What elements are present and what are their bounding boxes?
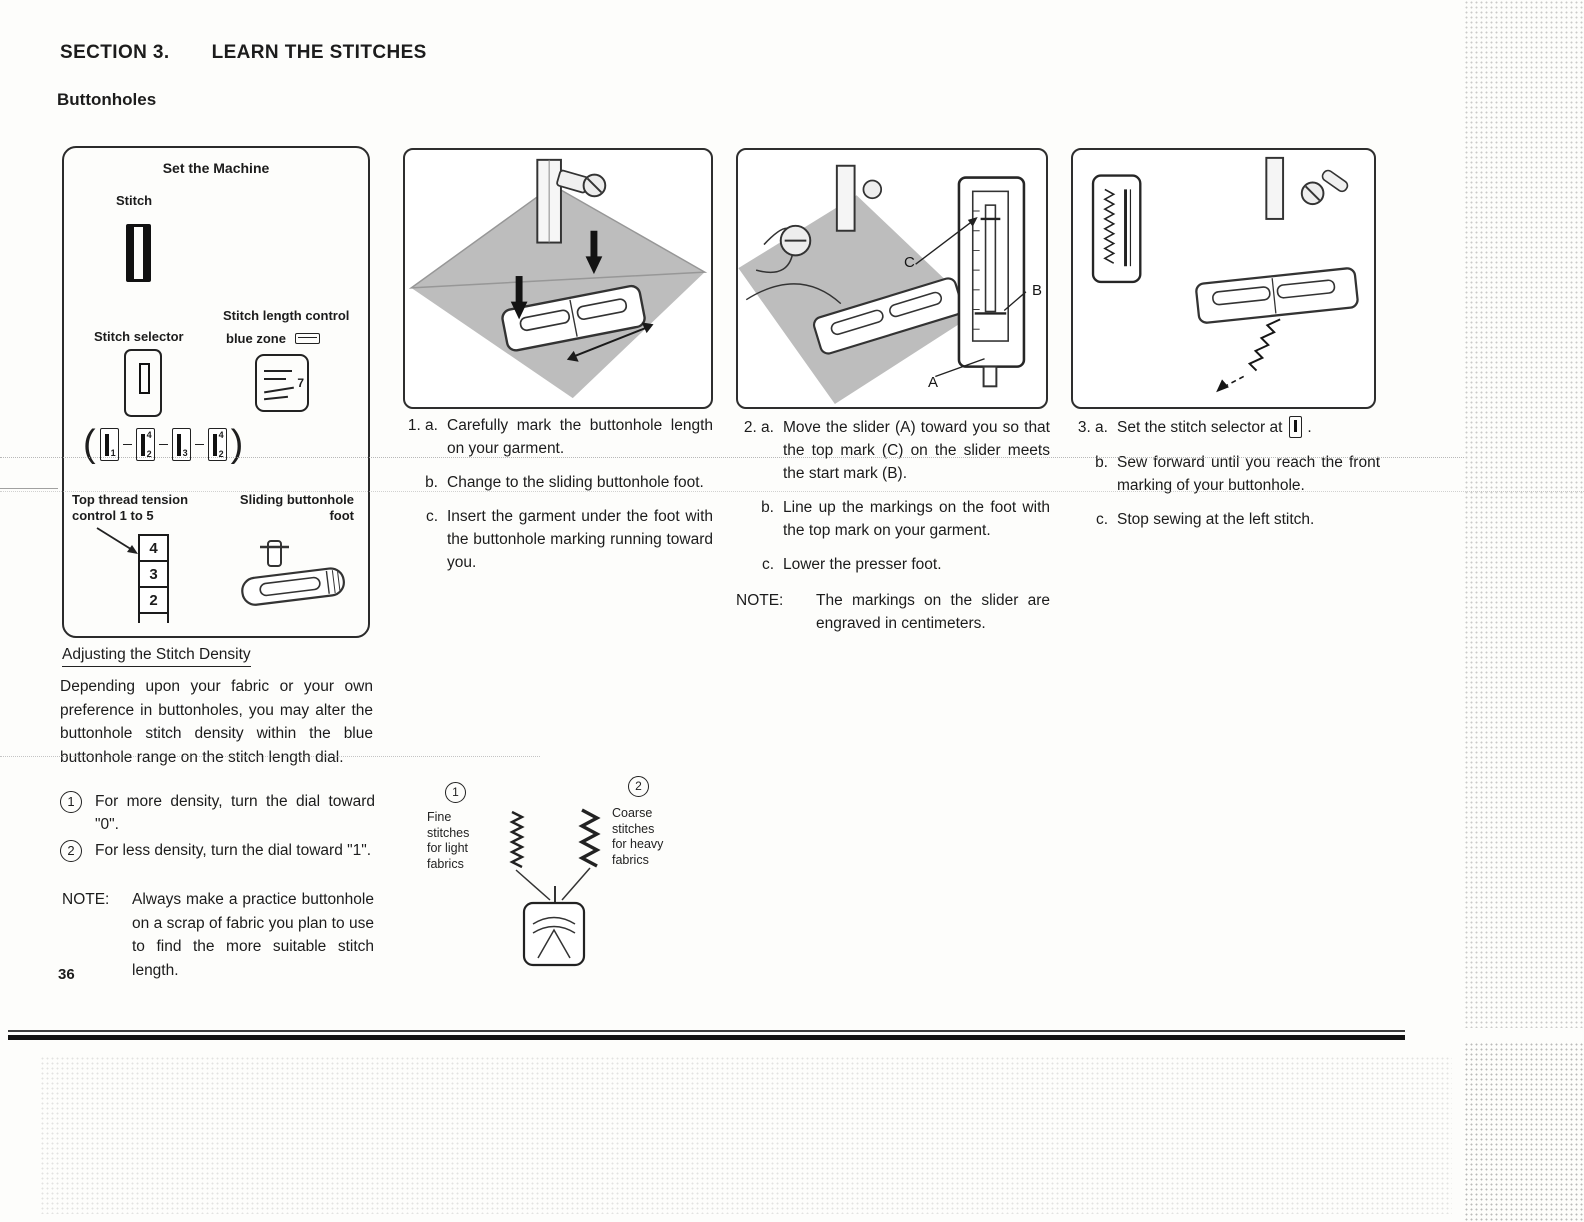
- step2-illustration: [736, 148, 1048, 409]
- step2-note: [736, 589, 1050, 635]
- instruction-item: [1070, 508, 1380, 531]
- density-item-1: [60, 790, 375, 836]
- section-name: LEARN THE STITCHES: [211, 42, 427, 63]
- buttonhole-stitch-icon: [126, 224, 151, 282]
- instruction-prefix: c.: [1095, 511, 1108, 528]
- paren-open: (: [83, 423, 96, 465]
- stitch-length-dial-icon: [255, 354, 309, 412]
- instruction-prefix: c.: [425, 508, 438, 525]
- coarse-label-line: Coarse: [612, 806, 653, 820]
- instruction-text: Insert the garment under the foot with the buttonhole marking running toward you.: [447, 508, 713, 571]
- instruction-text: Move the slider (A) toward you so that the top mark (C) on the slider meets the start mark (B).: [783, 419, 1050, 482]
- scan-noise-band: [40, 1056, 1452, 1214]
- instruction-item: [400, 414, 713, 460]
- page-heading: Buttonholes: [57, 90, 157, 109]
- note-text: The markings on the slider are engraved in centimeters.: [816, 592, 1050, 632]
- density-item-1-text: For more density, turn the dial toward "0".: [95, 793, 375, 833]
- dial-mark: [264, 387, 294, 394]
- coarse-label-line: fabrics: [612, 852, 649, 867]
- coarse-label-line: for heavy: [612, 837, 664, 851]
- page-number: 36: [58, 966, 75, 983]
- instruction-text-before: Set the stitch selector at: [1117, 419, 1283, 437]
- step2-instructions: [736, 416, 1050, 635]
- stitch-length-control-label: Stitch length control: [223, 308, 350, 323]
- pattern-number: 3: [182, 447, 188, 458]
- tension-label-line1: Top thread tension: [72, 492, 189, 507]
- scan-artifact-line: [0, 488, 58, 489]
- scan-noise-band: [1464, 0, 1584, 1028]
- pattern-number: 1: [110, 447, 116, 458]
- tension-pointer-arrow-icon: [94, 525, 144, 561]
- fine-label-line: for light: [427, 841, 468, 855]
- instruction-text: Line up the markings on the foot with the top mark on your garment.: [783, 499, 1050, 539]
- density-item-2-text: For less density, turn the dial toward "1".: [95, 842, 372, 859]
- pattern-number: 4: [146, 429, 152, 440]
- dial-mark: [264, 370, 292, 372]
- sew-forward-illustration: [1073, 150, 1374, 407]
- pattern-step-icon: [136, 428, 155, 461]
- instruction-text: Stop sewing at the left stitch.: [1117, 511, 1315, 528]
- dial-mark: [264, 378, 286, 380]
- tension-value: 2: [138, 586, 169, 614]
- slider-label-b: B: [1032, 282, 1043, 299]
- scan-artifact-line: [0, 756, 540, 757]
- stitch-density-diagram: [424, 770, 696, 972]
- step3-instructions: [1070, 416, 1380, 542]
- fine-label-line: stitches: [427, 825, 470, 840]
- instruction-text: Change to the sliding buttonhole foot.: [447, 474, 704, 491]
- stitch-bar-icon: [213, 434, 217, 456]
- density-section-heading: Adjusting the Stitch Density: [62, 646, 251, 667]
- dial-mark: [264, 396, 288, 400]
- stitch-pattern-sequence: [83, 424, 243, 464]
- instruction-text: Carefully mark the buttonhole length on your garment.: [447, 417, 713, 457]
- section-title: [60, 42, 427, 64]
- slider-label-c: C: [904, 254, 915, 271]
- instruction-text: Sew forward until you reach the front marking of your buttonhole.: [1117, 454, 1380, 494]
- stitch-bar-icon: [141, 434, 145, 456]
- fine-label-line: Fine: [427, 810, 452, 824]
- coarse-label-line: stitches: [612, 821, 655, 836]
- stitch-label: Stitch: [116, 193, 153, 208]
- section-number: SECTION 3.: [60, 42, 170, 63]
- instruction-prefix: b.: [1095, 454, 1108, 471]
- instruction-prefix: c.: [761, 556, 774, 573]
- instruction-item: [736, 553, 1050, 576]
- tension-dial-scale: [138, 534, 169, 623]
- tension-label-line2: control 1 to 5: [72, 508, 154, 523]
- separator-rule-thin: [8, 1030, 1405, 1032]
- stitch-selector-icon: [124, 349, 162, 417]
- stitch-bar-icon: [105, 434, 109, 456]
- foot-label-line1: Sliding buttonhole: [239, 492, 354, 507]
- circled-number-1: 1: [60, 791, 82, 813]
- pattern-step-icon: [208, 428, 227, 461]
- tension-value: 3: [138, 560, 169, 588]
- foot-label-line2: foot: [329, 508, 354, 523]
- instruction-text: Lower the presser foot.: [783, 556, 942, 573]
- dial-number: 7: [297, 376, 304, 390]
- pattern-dash: [195, 444, 204, 445]
- pattern-dash: [159, 444, 168, 445]
- buttonhole-foot-illustration: [232, 536, 356, 618]
- pattern-number: 2: [218, 448, 224, 459]
- blue-zone-label: blue zone: [226, 331, 286, 346]
- stitch-bar-icon: [177, 434, 181, 456]
- circled-number-2: 2: [60, 840, 82, 862]
- pattern-step-icon: [100, 428, 119, 461]
- scan-artifact-line: [0, 457, 1464, 458]
- stitch-selector-label: Stitch selector: [94, 329, 184, 344]
- pattern-number: 4: [218, 429, 224, 440]
- instruction-item: [400, 505, 713, 574]
- instruction-prefix: 2. a.: [743, 419, 774, 436]
- panel-title: Set the Machine: [162, 160, 270, 176]
- pattern-number: 2: [146, 448, 152, 459]
- tension-scale-tail: [138, 614, 169, 623]
- scan-noise-band: [1464, 1042, 1584, 1222]
- density-paragraph: Depending upon your fabric or your own preference in buttonholes, you may alter the buttonhole stitch density within the blue buttonhole range on the stitch length dial.: [60, 678, 373, 766]
- density-item-2: [60, 839, 375, 862]
- instruction-text-after: .: [1307, 419, 1312, 437]
- note-label: NOTE:: [62, 891, 110, 908]
- note-text: Always make a practice buttonhole on a scrap of fabric you plan to use to find the more suitable stitch length.: [132, 891, 374, 979]
- fine-label-line: fabrics: [427, 856, 464, 871]
- instruction-prefix: 3. a.: [1077, 419, 1108, 436]
- slider-adjust-illustration: [738, 150, 1046, 407]
- tension-value: 4: [138, 534, 169, 562]
- blue-zone-row: [226, 331, 320, 346]
- instruction-text: [1117, 416, 1380, 440]
- sliding-foot-label: [216, 492, 354, 524]
- paren-close: ): [230, 423, 244, 465]
- buttonhole-stitch-inline-icon: [1289, 416, 1302, 438]
- instruction-item: [736, 416, 1050, 485]
- circled-number-1: 1: [445, 782, 466, 803]
- note-label: NOTE:: [736, 592, 784, 609]
- instruction-item: [736, 496, 1050, 542]
- instruction-prefix: b.: [761, 499, 774, 516]
- pattern-step-icon: [172, 428, 191, 461]
- step1-instructions: [400, 414, 713, 585]
- blue-zone-icon: [295, 333, 320, 344]
- fine-stitches-label: [427, 810, 469, 872]
- mark-buttonhole-illustration: [405, 150, 711, 407]
- set-the-machine-panel: [62, 146, 370, 638]
- density-note: [62, 888, 374, 982]
- instruction-prefix: b.: [425, 474, 438, 491]
- scan-artifact-line: [0, 491, 1584, 492]
- instruction-item: [1070, 416, 1380, 440]
- step3-illustration: [1071, 148, 1376, 409]
- separator-rule-thick: [8, 1035, 1405, 1040]
- instruction-prefix: 1. a.: [407, 417, 438, 434]
- circled-number-2: 2: [628, 776, 649, 797]
- slider-label-a: A: [928, 374, 939, 391]
- step1-illustration: [403, 148, 713, 409]
- coarse-stitches-label: [612, 806, 663, 868]
- pattern-dash: [123, 444, 132, 445]
